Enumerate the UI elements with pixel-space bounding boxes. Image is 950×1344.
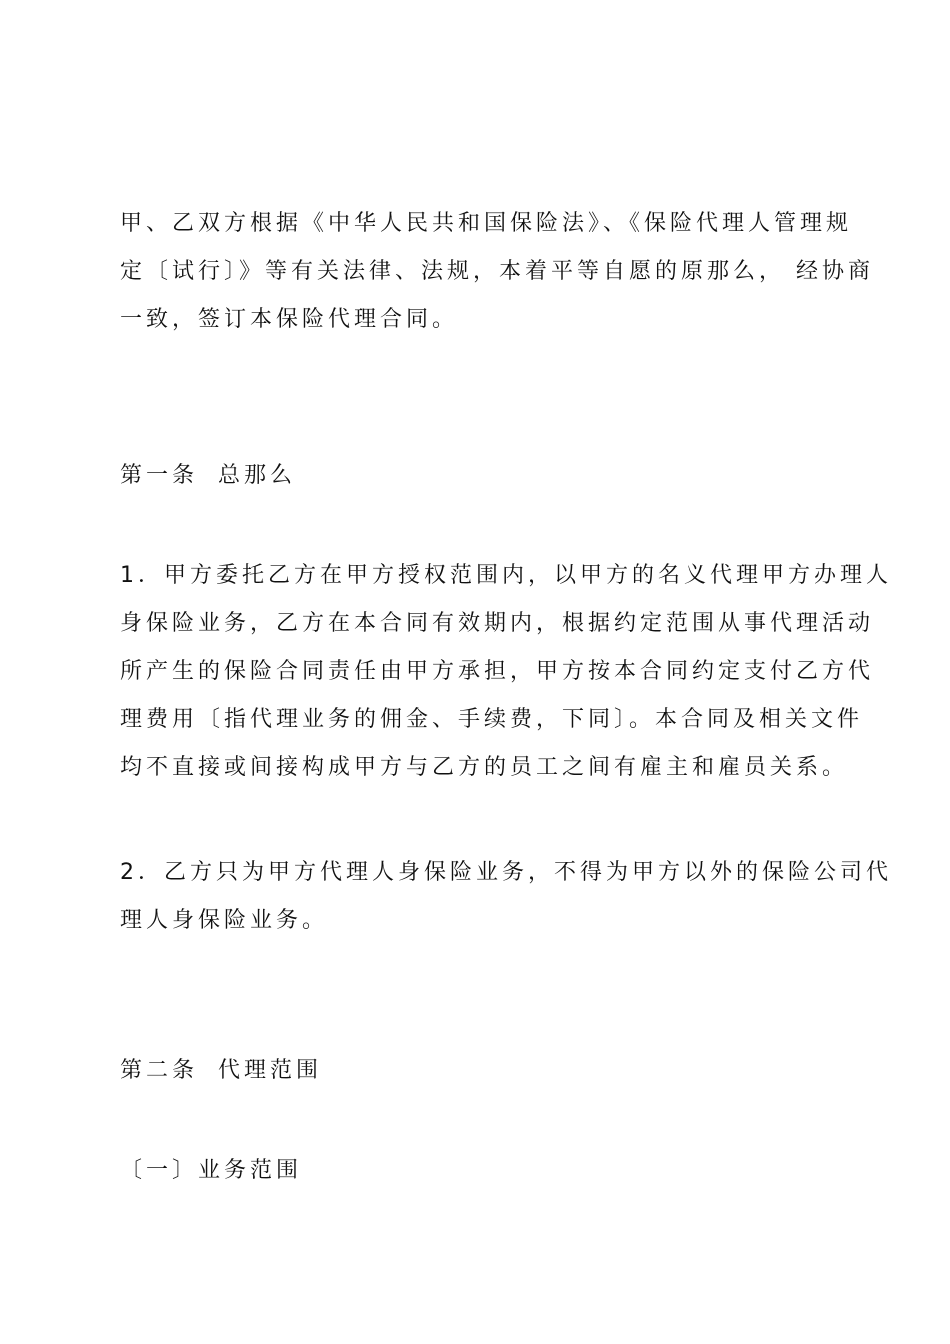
intro-paragraph [120,200,874,344]
article-1-number: 第一条 [120,463,199,488]
article-1-heading [120,460,296,492]
intro-line: 一致，签订本保险代理合同。 [120,307,459,332]
item-1-line: 理费用〔指代理业务的佣金、手续费，下同〕。本合同及相关文件 [120,707,864,732]
subsection-1-heading: 〔一〕业务范围 [120,1158,303,1183]
item-2-line: 2．乙方只为甲方代理人身保险业务，不得为甲方以外的保险公司代 [120,860,892,885]
article-2-number: 第二条 [120,1058,199,1083]
item-2-line: 理人身保险业务。 [120,908,329,933]
item-1-line: 身保险业务，乙方在本合同有效期内，根据约定范围从事代理活动 [120,611,875,636]
intro-line: 定〔试行〕》等有关法律、法规，本着平等自愿的原那么， 经协商 [120,259,874,284]
article-1-item-2 [120,849,892,945]
intro-line: 甲、乙双方根据《中华人民共和国保险法》、《保险代理人管理规 [120,211,853,236]
article-1-title: 总那么 [218,463,297,488]
item-1-line: 均不直接或间接构成甲方与乙方的员工之间有雇主和雇员关系。 [120,755,849,780]
item-1-line: 所产生的保险合同责任由甲方承担，甲方按本合同约定支付乙方代 [120,659,875,684]
article-2-heading [120,1055,322,1087]
article-1-item-1 [120,552,892,792]
item-1-line: 1．甲方委托乙方在甲方授权范围内，以甲方的名义代理甲方办理人 [120,563,892,588]
article-2-title: 代理范围 [218,1058,323,1083]
